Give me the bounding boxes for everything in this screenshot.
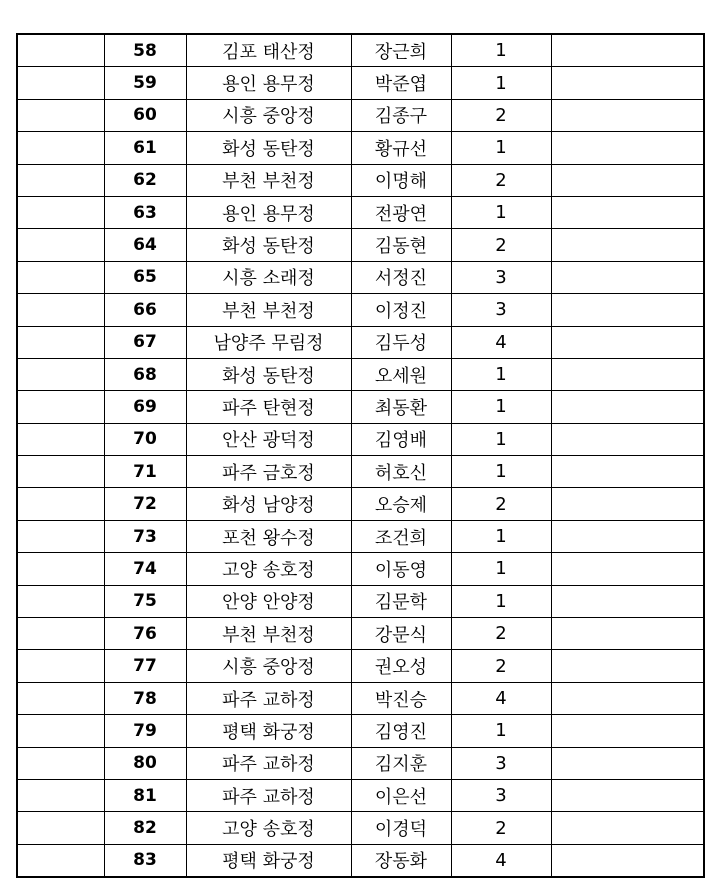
blank-cell-right bbox=[551, 844, 704, 877]
branch-cell: 파주 탄현정 bbox=[186, 391, 351, 423]
blank-cell-right bbox=[551, 520, 704, 552]
blank-cell-right bbox=[551, 456, 704, 488]
table-row bbox=[17, 229, 704, 261]
blank-cell-left bbox=[17, 682, 104, 714]
table-row bbox=[17, 34, 704, 67]
table-row bbox=[17, 585, 704, 617]
blank-cell-left bbox=[17, 812, 104, 844]
blank-cell-left bbox=[17, 229, 104, 261]
blank-cell-left bbox=[17, 132, 104, 164]
blank-cell-right bbox=[551, 715, 704, 747]
blank-cell-right bbox=[551, 618, 704, 650]
person-name-cell: 조건희 bbox=[351, 520, 451, 552]
row-number-cell: 62 bbox=[104, 164, 186, 196]
row-number-cell: 71 bbox=[104, 456, 186, 488]
person-name-cell: 강문식 bbox=[351, 618, 451, 650]
branch-cell: 시흥 소래정 bbox=[186, 261, 351, 293]
person-name-cell: 오승제 bbox=[351, 488, 451, 520]
person-name-cell: 김문학 bbox=[351, 585, 451, 617]
blank-cell-right bbox=[551, 196, 704, 228]
count-cell: 2 bbox=[451, 618, 551, 650]
branch-cell: 부천 부천정 bbox=[186, 294, 351, 326]
branch-cell: 화성 동탄정 bbox=[186, 132, 351, 164]
blank-cell-right bbox=[551, 326, 704, 358]
blank-cell-left bbox=[17, 779, 104, 811]
row-number-cell: 65 bbox=[104, 261, 186, 293]
blank-cell-right bbox=[551, 67, 704, 99]
table-row bbox=[17, 520, 704, 552]
row-number-cell: 77 bbox=[104, 650, 186, 682]
blank-cell-right bbox=[551, 682, 704, 714]
table-row bbox=[17, 618, 704, 650]
count-cell: 2 bbox=[451, 229, 551, 261]
blank-cell-right bbox=[551, 650, 704, 682]
row-number-cell: 83 bbox=[104, 844, 186, 877]
table-row bbox=[17, 423, 704, 455]
blank-cell-right bbox=[551, 747, 704, 779]
blank-cell-left bbox=[17, 326, 104, 358]
count-cell: 1 bbox=[451, 358, 551, 390]
branch-cell: 고양 송호정 bbox=[186, 553, 351, 585]
branch-cell: 파주 교하정 bbox=[186, 747, 351, 779]
blank-cell-right bbox=[551, 423, 704, 455]
person-name-cell: 김동현 bbox=[351, 229, 451, 261]
branch-cell: 시흥 중앙정 bbox=[186, 99, 351, 131]
person-name-cell: 이동영 bbox=[351, 553, 451, 585]
branch-cell: 안양 안양정 bbox=[186, 585, 351, 617]
row-number-cell: 82 bbox=[104, 812, 186, 844]
table-row bbox=[17, 164, 704, 196]
person-name-cell: 이은선 bbox=[351, 779, 451, 811]
count-cell: 2 bbox=[451, 164, 551, 196]
blank-cell-right bbox=[551, 391, 704, 423]
count-cell: 2 bbox=[451, 488, 551, 520]
row-number-cell: 78 bbox=[104, 682, 186, 714]
person-name-cell: 이정진 bbox=[351, 294, 451, 326]
person-name-cell: 최동환 bbox=[351, 391, 451, 423]
blank-cell-right bbox=[551, 488, 704, 520]
count-cell: 1 bbox=[451, 456, 551, 488]
blank-cell-left bbox=[17, 67, 104, 99]
table-row bbox=[17, 67, 704, 99]
branch-cell: 용인 용무정 bbox=[186, 67, 351, 99]
blank-cell-right bbox=[551, 164, 704, 196]
person-name-cell: 김두성 bbox=[351, 326, 451, 358]
table-row bbox=[17, 650, 704, 682]
row-number-cell: 81 bbox=[104, 779, 186, 811]
branch-cell: 부천 부천정 bbox=[186, 618, 351, 650]
person-name-cell: 박진승 bbox=[351, 682, 451, 714]
person-name-cell: 권오성 bbox=[351, 650, 451, 682]
row-number-cell: 61 bbox=[104, 132, 186, 164]
person-name-cell: 장근희 bbox=[351, 34, 451, 67]
count-cell: 1 bbox=[451, 34, 551, 67]
branch-cell: 파주 금호정 bbox=[186, 456, 351, 488]
person-name-cell: 박준엽 bbox=[351, 67, 451, 99]
count-cell: 3 bbox=[451, 261, 551, 293]
blank-cell-left bbox=[17, 844, 104, 877]
count-cell: 2 bbox=[451, 650, 551, 682]
row-number-cell: 72 bbox=[104, 488, 186, 520]
blank-cell-left bbox=[17, 294, 104, 326]
table-row bbox=[17, 488, 704, 520]
branch-cell: 화성 남양정 bbox=[186, 488, 351, 520]
person-name-cell: 서정진 bbox=[351, 261, 451, 293]
results-table-body bbox=[17, 34, 704, 877]
row-number-cell: 66 bbox=[104, 294, 186, 326]
blank-cell-left bbox=[17, 99, 104, 131]
count-cell: 3 bbox=[451, 747, 551, 779]
person-name-cell: 이경덕 bbox=[351, 812, 451, 844]
table-row bbox=[17, 844, 704, 877]
count-cell: 1 bbox=[451, 423, 551, 455]
count-cell: 1 bbox=[451, 585, 551, 617]
results-table bbox=[16, 33, 705, 878]
count-cell: 1 bbox=[451, 196, 551, 228]
table-row bbox=[17, 391, 704, 423]
branch-cell: 포천 왕수정 bbox=[186, 520, 351, 552]
row-number-cell: 63 bbox=[104, 196, 186, 228]
blank-cell-left bbox=[17, 423, 104, 455]
blank-cell-right bbox=[551, 358, 704, 390]
row-number-cell: 75 bbox=[104, 585, 186, 617]
row-number-cell: 64 bbox=[104, 229, 186, 261]
count-cell: 4 bbox=[451, 844, 551, 877]
table-row bbox=[17, 261, 704, 293]
branch-cell: 용인 용무정 bbox=[186, 196, 351, 228]
person-name-cell: 전광연 bbox=[351, 196, 451, 228]
count-cell: 3 bbox=[451, 294, 551, 326]
blank-cell-right bbox=[551, 585, 704, 617]
branch-cell: 남양주 무림정 bbox=[186, 326, 351, 358]
blank-cell-left bbox=[17, 456, 104, 488]
row-number-cell: 68 bbox=[104, 358, 186, 390]
branch-cell: 파주 교하정 bbox=[186, 682, 351, 714]
blank-cell-right bbox=[551, 132, 704, 164]
blank-cell-left bbox=[17, 747, 104, 779]
row-number-cell: 74 bbox=[104, 553, 186, 585]
table-row bbox=[17, 294, 704, 326]
blank-cell-right bbox=[551, 99, 704, 131]
branch-cell: 부천 부천정 bbox=[186, 164, 351, 196]
blank-cell-left bbox=[17, 553, 104, 585]
blank-cell-right bbox=[551, 553, 704, 585]
row-number-cell: 73 bbox=[104, 520, 186, 552]
count-cell: 1 bbox=[451, 520, 551, 552]
table-row bbox=[17, 456, 704, 488]
table-row bbox=[17, 553, 704, 585]
count-cell: 3 bbox=[451, 779, 551, 811]
blank-cell-left bbox=[17, 585, 104, 617]
blank-cell-left bbox=[17, 650, 104, 682]
person-name-cell: 오세원 bbox=[351, 358, 451, 390]
branch-cell: 평택 화궁정 bbox=[186, 844, 351, 877]
row-number-cell: 80 bbox=[104, 747, 186, 779]
table-row bbox=[17, 779, 704, 811]
row-number-cell: 67 bbox=[104, 326, 186, 358]
person-name-cell: 이명해 bbox=[351, 164, 451, 196]
blank-cell-right bbox=[551, 261, 704, 293]
person-name-cell: 김영배 bbox=[351, 423, 451, 455]
table-row bbox=[17, 326, 704, 358]
blank-cell-left bbox=[17, 261, 104, 293]
table-row bbox=[17, 358, 704, 390]
blank-cell-left bbox=[17, 618, 104, 650]
blank-cell-left bbox=[17, 164, 104, 196]
row-number-cell: 60 bbox=[104, 99, 186, 131]
blank-cell-left bbox=[17, 34, 104, 67]
branch-cell: 화성 동탄정 bbox=[186, 358, 351, 390]
blank-cell-right bbox=[551, 229, 704, 261]
table-row bbox=[17, 99, 704, 131]
results-sheet bbox=[16, 33, 705, 878]
count-cell: 1 bbox=[451, 553, 551, 585]
branch-cell: 김포 태산정 bbox=[186, 34, 351, 67]
table-row bbox=[17, 196, 704, 228]
table-row bbox=[17, 715, 704, 747]
branch-cell: 시흥 중앙정 bbox=[186, 650, 351, 682]
count-cell: 4 bbox=[451, 682, 551, 714]
person-name-cell: 황규선 bbox=[351, 132, 451, 164]
table-row bbox=[17, 812, 704, 844]
count-cell: 1 bbox=[451, 391, 551, 423]
blank-cell-left bbox=[17, 520, 104, 552]
count-cell: 1 bbox=[451, 67, 551, 99]
count-cell: 2 bbox=[451, 812, 551, 844]
count-cell: 4 bbox=[451, 326, 551, 358]
person-name-cell: 장동화 bbox=[351, 844, 451, 877]
person-name-cell: 김영진 bbox=[351, 715, 451, 747]
person-name-cell: 허호신 bbox=[351, 456, 451, 488]
table-row bbox=[17, 132, 704, 164]
table-row bbox=[17, 747, 704, 779]
count-cell: 2 bbox=[451, 99, 551, 131]
blank-cell-left bbox=[17, 715, 104, 747]
blank-cell-left bbox=[17, 391, 104, 423]
blank-cell-left bbox=[17, 358, 104, 390]
blank-cell-right bbox=[551, 779, 704, 811]
row-number-cell: 70 bbox=[104, 423, 186, 455]
row-number-cell: 76 bbox=[104, 618, 186, 650]
row-number-cell: 69 bbox=[104, 391, 186, 423]
count-cell: 1 bbox=[451, 715, 551, 747]
person-name-cell: 김지훈 bbox=[351, 747, 451, 779]
table-row bbox=[17, 682, 704, 714]
branch-cell: 고양 송호정 bbox=[186, 812, 351, 844]
branch-cell: 안산 광덕정 bbox=[186, 423, 351, 455]
person-name-cell: 김종구 bbox=[351, 99, 451, 131]
row-number-cell: 59 bbox=[104, 67, 186, 99]
row-number-cell: 79 bbox=[104, 715, 186, 747]
blank-cell-right bbox=[551, 294, 704, 326]
count-cell: 1 bbox=[451, 132, 551, 164]
blank-cell-left bbox=[17, 488, 104, 520]
blank-cell-right bbox=[551, 34, 704, 67]
branch-cell: 평택 화궁정 bbox=[186, 715, 351, 747]
row-number-cell: 58 bbox=[104, 34, 186, 67]
branch-cell: 파주 교하정 bbox=[186, 779, 351, 811]
blank-cell-right bbox=[551, 812, 704, 844]
blank-cell-left bbox=[17, 196, 104, 228]
branch-cell: 화성 동탄정 bbox=[186, 229, 351, 261]
